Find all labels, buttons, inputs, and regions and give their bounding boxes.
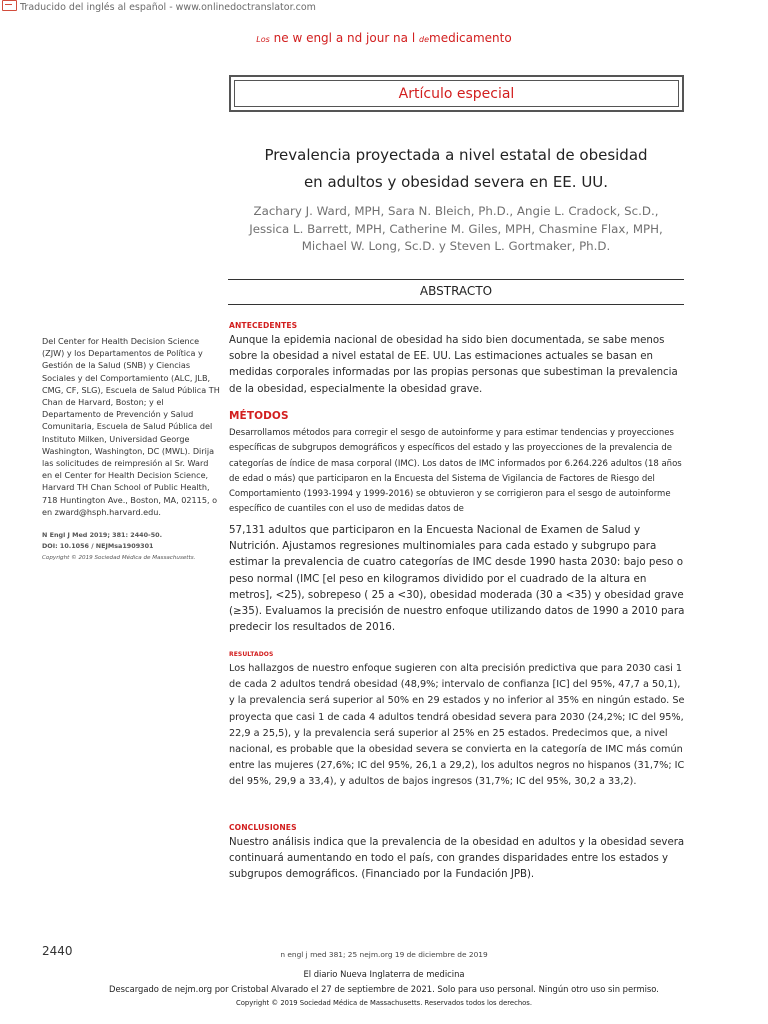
author-line: Jessica L. Barrett, MPH, Catherine M. Giles, MPH, Chasmine Flax, MPH, (249, 221, 663, 236)
citation-line: N Engl J Med 2019; 381: 2440-50. (42, 531, 163, 539)
author-line: Michael W. Long, Sc.D. y Steven L. Gortmaker, Ph.D. (301, 239, 611, 253)
footer-download-notice: Descargado de nejm.org por Cristobal Alvarado el 27 de septiembre de 2021. Solo para uso personal. Ningún otro uso sin permiso. (109, 984, 659, 994)
page-number: 2440 (42, 944, 73, 958)
article-type-label: Artículo especial (234, 80, 679, 107)
methods-text: Desarrollamos métodos para corregir el sesgo de autoinforme y para estimar tendencias y proyecciones específicas de subgrupos demográficos y específicos del estado y las proyecciones de la prevalencia de categorías de índice de masa corporal (IMC). Los datos de IMC informados por 6.264.226 adultos (18 años de edad o más) que participaron en la Encuesta del Sistema de Vigilancia de Factores de Riesgo del Comportamiento (1993-1994 y 1999-2016) se obtuvieron y se corrigieron para el sesgo de autoinforme específico de cuantiles con el uso de medidas datos de (229, 428, 682, 515)
conclusions-heading: CONCLUSIONES (229, 823, 297, 832)
translator-banner[interactable] (2, 0, 316, 13)
footer-copyright: Copyright © 2019 Sociedad Médica de Massachusetts. Reservados todos los derechos. (236, 999, 532, 1007)
methods-heading: MÉTODOS (229, 410, 289, 422)
journal-header-main: ne w engl a nd jour na l (273, 31, 416, 45)
footer-citation: n engl j med 381; 25 nejm.org 19 de diciembre de 2019 (280, 950, 488, 959)
abstract-heading: ABSTRACTO (228, 279, 684, 305)
doi-line: DOI: 10.1056 / NEJMsa1909301 (42, 541, 154, 550)
journal-header-de: de (419, 35, 429, 44)
translator-link[interactable]: Traducido del inglés al español - www.onlinedoctranslator.com (20, 2, 316, 13)
author-list (230, 203, 682, 256)
results-heading: RESULTADOS (229, 651, 274, 658)
author-line: Zachary J. Ward, MPH, Sara N. Bleich, Ph.D., Angie L. Cradock, Sc.D., (253, 204, 659, 218)
affiliations: Del Center for Health Decision Science (ZJW) y los Departamentos de Política y Gestión de la Salud (SNB) y Ciencias Sociales y del Comportamiento (ALC, JLB, CMG, CF, SLG), Escuela de Salud Pública TH Chan de Harvard, Boston; y el Departamento de Prevención y Salud Comunitaria, Escuela de Salud Pública del Instituto Milken, Universidad George Washington, Washington, DC (MWL). Dirija las solicitudes de reimpresión al Sr. Ward en el Center for Health Decision Science, Harvard TH Chan School of Public Health, 718 Huntington Ave., Boston, MA, 02115, o en zward@hsph.harvard.edu. (42, 336, 220, 517)
journal-header (0, 31, 768, 45)
background-text: Aunque la epidemia nacional de obesidad ha sido bien documentada, se sabe menos sobre la obesidad a nivel estatal de EE. UU. Las estimaciones actuales se basan en medidas corporales informadas por las propias personas que subestiman la prevalencia de la obesidad, especialmente la obesidad grave. (229, 335, 678, 395)
results-text: Los hallazgos de nuestro enfoque sugieren con alta precisión predictiva que para 2030 casi 1 de cada 2 adultos tendrá obesidad (48,9%; intervalo de confianza [IC] del 95%, 47,7 a 50,1), y la prevalencia será superior al 50% en 29 estados y no inferior al 35% en ningún estado. Se proyecta que casi 1 de cada 4 adultos tendrá obesidad severa para 2030 (24,2%; IC del 95%, 22,9 a 25,5), y la prevalencia será superior al 25% en 25 estados. Predecimos que, a nivel nacional, es probable que la obesidad severa se convierta en la categoría de IMC más común entre las mujeres (27,6%; IC del 95%, 26,1 a 29,2), los adultos negros no hispanos (31,7%; IC del 95%, 29,9 a 33,4), y adultos de bajos ingresos (31,7%; IC del 95%, 30,2 a 33,2). (229, 663, 685, 788)
side-copyright: Copyright © 2019 Sociedad Médica de Massachusetts. (42, 555, 196, 561)
footer-journal-name: El diario Nueva Inglaterra de medicina (303, 969, 465, 979)
article-title-line: Prevalencia proyectada a nivel estatal de obesidad (264, 146, 648, 164)
methods-text-continued: 57,131 adultos que participaron en la Encuesta Nacional de Examen de Salud y Nutrición. Ajustamos regresiones multinomiales para cada estado y subgrupo para estimar la prevalencia de cuatro categorías de IMC desde 1990 hasta 2030: bajo peso o peso normal (IMC [el peso en kilogramos dividido por el cuadrado de la altura en metros], <25), sobrepeso ( 25 a <30), obesidad moderada (30 a <35) y obesidad grave (≥35). Evaluamos la precisión de nuestro enfoque utilizando datos de 1990 a 2010 para predecir los resultados de 2016. (229, 524, 685, 634)
journal-header-post: medicamento (429, 31, 512, 45)
article-title-line: en adultos y obesidad severa en EE. UU. (303, 173, 609, 191)
conclusions-text: Nuestro análisis indica que la prevalencia de la obesidad en adultos y la obesidad severa continuará aumentando en todo el país, con grandes disparidades entre los estados y subgrupos demográficos. (Financiado por la Fundación JPB). (229, 837, 685, 881)
citation-info (42, 530, 220, 551)
document-translate-icon (2, 0, 17, 11)
article-type-box (229, 75, 684, 112)
background-heading: ANTECEDENTES (229, 321, 298, 330)
article-title (230, 142, 682, 196)
journal-header-pre: Los (256, 35, 270, 44)
